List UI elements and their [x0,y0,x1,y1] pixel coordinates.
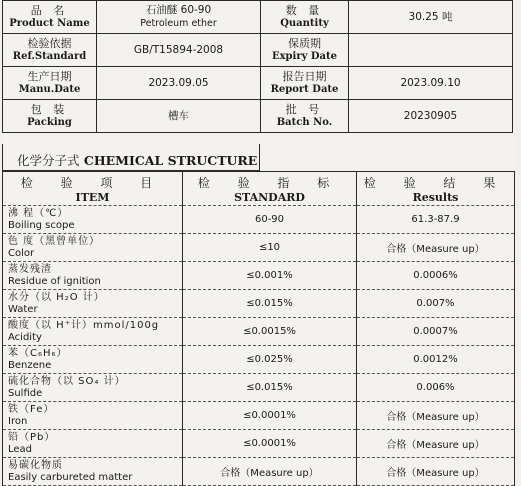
table-row [3,234,515,262]
table-row [3,402,515,430]
item-name-en: Lead [8,443,33,455]
chemical-structure-cn: 化学分子式 [17,153,80,168]
ref-standard-value: GB/T15894-2008 [97,34,261,67]
item-name-en: Acidity [8,331,42,343]
standard-column-en: STANDARD [234,190,305,204]
standard-cell: ≤0.015% [183,290,357,318]
result-cell: 合格（Measure up） [357,430,515,458]
manu-date-label [3,67,97,100]
table-row [3,458,515,486]
product-name-value-cn: 石油醚 60-90 [145,4,212,16]
item-name-cn: 沸 程（℃） [8,207,69,219]
inspection-table-header [3,172,515,206]
result-cell: 61.3-87.9 [357,206,515,234]
table-row [3,374,515,402]
result-cell: 合格（Measure up） [357,458,515,486]
quantity-label [261,1,349,34]
table-row [3,318,515,346]
ref-standard-label [3,34,97,67]
item-cell [3,402,183,430]
batch-no-label [261,100,349,133]
packing-label-en: Packing [27,117,72,128]
standard-column-header [183,172,357,206]
standard-column-cn: 检 验 指 标 [197,175,342,190]
batch-no-label-cn: 批 号 [285,103,324,116]
results-column-en: Results [412,190,459,204]
report-date-value: 2023.09.10 [349,67,513,100]
result-cell: 0.0012% [357,346,515,374]
item-name-cn: 铁（Fe） [8,403,55,415]
standard-cell: ≤10 [183,234,357,262]
item-column-header [3,172,183,206]
table-row [3,430,515,458]
result-cell: 0.007% [357,290,515,318]
results-column-cn: 检 验 结 果 [363,175,508,190]
batch-no-value: 20230905 [349,100,513,133]
product-name-label-cn: 品 名 [30,4,69,17]
results-column-header [357,172,515,206]
chemical-structure-en: CHEMICAL STRUCTURE [83,153,258,168]
result-cell: 0.006% [357,374,515,402]
product-name-label [3,1,97,34]
standard-cell: ≤0.025% [183,346,357,374]
product-name-value [97,1,261,34]
quantity-value: 30.25 吨 [349,1,513,34]
item-cell [3,290,183,318]
chemical-structure-title [2,144,260,171]
item-name-cn: 易碳化物质 [8,459,63,471]
item-name-en: Sulfide [8,387,43,399]
item-cell [3,318,183,346]
expiry-date-label-en: Expiry Date [271,51,338,62]
item-cell [3,374,183,402]
standard-cell: 合格（Measure up） [183,458,357,486]
result-cell: 合格（Measure up） [357,234,515,262]
product-name-value-en: Petroleum ether [140,18,217,29]
item-name-cn: 色 度（黑曾单位） [8,235,101,247]
report-date-label [261,67,349,100]
item-name-cn: 硫化合物（以 SO₄ 计） [8,375,126,387]
ref-standard-label-cn: 检验依据 [27,37,72,50]
packing-label-cn: 包 装 [30,103,69,116]
item-name-cn: 酸度（以 H⁺计）mmol/100g [8,319,160,331]
certificate-sheet [2,0,514,484]
item-name-en: Easily carbureted matter [8,471,133,483]
expiry-date-label [261,34,349,67]
expiry-date-value [349,34,513,67]
item-name-cn: 水分（以 H₂O 计） [8,291,105,303]
standard-cell: ≤0.0001% [183,430,357,458]
table-row [3,206,515,234]
packing-value: 槽车 [97,100,261,133]
manu-date-label-en: Manu.Date [18,84,81,95]
standard-cell: 60-90 [183,206,357,234]
table-row [3,290,515,318]
quantity-label-cn: 数 量 [285,4,324,17]
manu-date-value: 2023.09.05 [97,67,261,100]
item-cell [3,458,183,486]
report-date-label-cn: 报告日期 [282,70,327,83]
item-column-en: ITEM [75,190,110,204]
packing-label [3,100,97,133]
manu-date-label-cn: 生产日期 [27,70,72,83]
standard-cell: ≤0.015% [183,374,357,402]
item-column-cn: 检 验 项 目 [20,175,165,190]
result-cell: 合格（Measure up） [357,402,515,430]
header-table [2,0,513,133]
result-cell: 0.0006% [357,262,515,290]
item-name-en: Iron [8,415,28,427]
quantity-label-en: Quantity [280,18,329,29]
standard-cell: ≤0.0001% [183,402,357,430]
item-cell [3,206,183,234]
item-name-en: Benzene [8,359,52,371]
table-row [3,346,515,374]
standard-cell: ≤0.0015% [183,318,357,346]
batch-no-label-en: Batch No. [276,117,333,128]
item-cell [3,430,183,458]
result-cell: 0.0007% [357,318,515,346]
item-name-cn: 苯（C₆H₆） [8,347,68,359]
product-name-label-en: Product Name [9,18,90,29]
item-name-en: Water [8,303,38,315]
item-name-cn: 铅（Pb） [8,431,56,443]
item-cell [3,346,183,374]
item-name-en: Boiling scope [8,219,75,231]
item-name-cn: 蒸发残渣 [8,263,52,275]
table-row [3,262,515,290]
item-name-en: Residue of ignition [8,275,101,287]
item-cell [3,234,183,262]
report-date-label-en: Report Date [270,84,339,95]
item-cell [3,262,183,290]
item-name-en: Color [8,247,35,259]
inspection-table [2,171,515,486]
expiry-date-label-cn: 保质期 [288,37,321,50]
ref-standard-label-en: Ref.Standard [12,51,87,62]
standard-cell: ≤0.001% [183,262,357,290]
